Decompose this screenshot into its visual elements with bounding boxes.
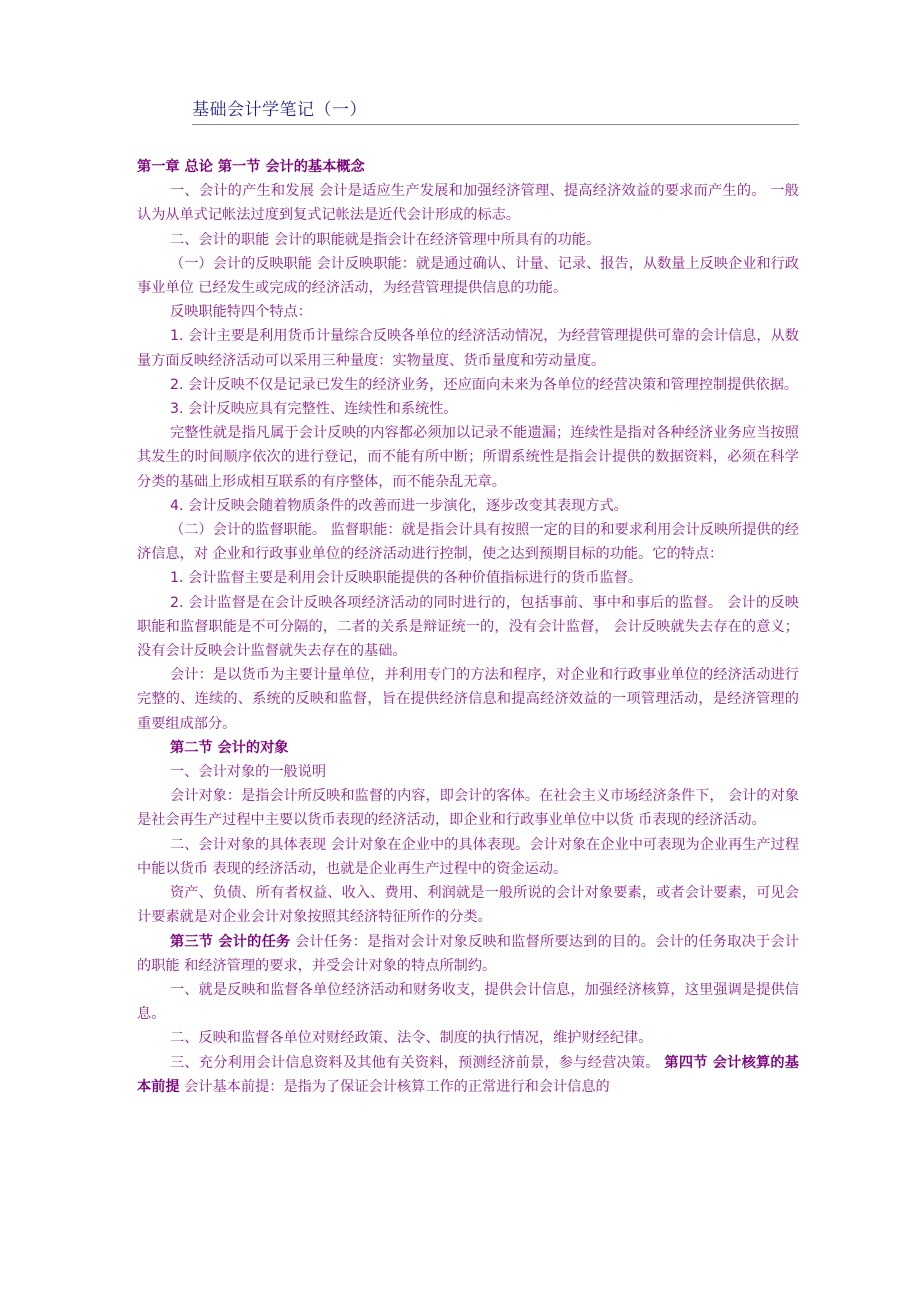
paragraph: 反映职能特四个特点： <box>170 304 312 321</box>
paragraph: 二、会计对象的具体表现 会计对象在企业中的具体表现。会计对象在企业中可表现为企业再生产过程中能以货币 表现的经济活动，也就是企业再生产过程中的资金运动。 <box>137 836 799 877</box>
paragraph: 3. 会计反映应具有完整性、连续性和系统性。 <box>170 401 458 418</box>
paragraph: 一、就是反映和监督各单位经济活动和财务收支，提供会计信息，加强经济核算，这里强调是提供信息。 <box>137 981 799 1023</box>
paragraph: 一、会计的产生和发展 会计是适应生产发展和加强经济管理、提高经济效益的要求而产生的。 一般认为从单式记帐法过度到复式记帐法是近代会计形成的标志。 <box>137 183 799 224</box>
paragraph: 二、会计的职能 会计的职能就是指会计在经济管理中所具有的功能。 <box>170 231 601 248</box>
section-heading-inline: 第三节 会计的任务 <box>170 933 291 950</box>
paragraph: 会计对象：是指会计所反映和监督的内容，即会计的客体。在社会主义市场经济条件下， 会计的对象是社会再生产过程中主要以货币表现的经济活动，即企业和行政事业单位中以货 币表现的经济活动。 <box>137 788 799 829</box>
paragraph: 二、反映和监督各单位对财经政策、法令、制度的执行情况，维护财经纪律。 <box>170 1030 653 1047</box>
paragraph <box>137 1051 799 1099</box>
paragraph: （一）会计的反映职能 会计反映职能：就是通过确认、计量、记录、报告，从数量上反映企业和行政事业单位 已经发生或完成的经济活动，为经营管理提供信息的功能。 <box>137 255 799 297</box>
section-heading: 第二节 会计的对象 <box>170 739 289 756</box>
paragraph: 会计：是以货币为主要计量单位，并利用专门的方法和程序，对企业和行政事业单位的经济活动进行完整的、连续的、系统的反映和监督，旨在提供经济信息和提高经济效益的一项管理活动，是经济管理的重要组成部分。 <box>137 667 799 732</box>
paragraph: 2. 会计监督是在会计反映各项经济活动的同时进行的，包括事前、事中和事后的监督。 会计的反映职能和监督职能是不可分隔的，二者的关系是辩证统一的，没有会计监督， 会计反映就失去存在的意义；没有会计反映会计监督就失去存在的基础。 <box>137 594 799 660</box>
paragraph <box>137 930 799 978</box>
paragraph-text: 三、充分利用会计信息资料及其他有关资料，预测经济前景，参与经营决策。 <box>170 1054 665 1071</box>
paragraph: 1. 会计监督主要是利用会计反映职能提供的各种价值指标进行的货币监督。 <box>170 570 643 587</box>
chapter-heading: 第一章 总论 第一节 会计的基本概念 <box>137 159 365 175</box>
paragraph: 4. 会计反映会随着物质条件的改善而进一步演化，逐步改变其表现方式。 <box>170 497 628 514</box>
paragraph: （二）会计的监督职能。 监督职能：就是指会计具有按照一定的目的和要求利用会计反映所提供的经济信息，对 企业和行政事业单位的经济活动进行控制，使之达到预期目标的功能。它的特点： <box>137 522 799 563</box>
section-heading-inline: 第四节 会计核算的基本前提 <box>137 1054 799 1095</box>
document-title: 基础会计学笔记（一） <box>192 100 367 120</box>
document-body <box>137 155 799 1099</box>
paragraph: 一、会计对象的一般说明 <box>170 764 327 781</box>
paragraph: 完整性就是指凡属于会计反映的内容都必须加以记录不能遗漏；连续性是指对各种经济业务应当按照其发生的时间顺序依次的进行登记，而不能有所中断；所谓系统性是指会计提供的数据资料，必须在科学分类的基础上形成相互联系的有序整体，而不能杂乱无章。 <box>137 425 799 490</box>
paragraph: 2. 会计反映不仅是记录已发生的经济业务，还应面向未来为各单位的经营决策和管理控制提供依据。 <box>170 376 799 393</box>
paragraph: 资产、负债、所有者权益、收入、费用、利润就是一般所说的会计对象要素，或者会计要素，可见会计要素就是对企业会计对象按照其经济特征所作的分类。 <box>137 885 799 926</box>
title-underline <box>192 99 799 125</box>
paragraph: 1. 会计主要是利用货币计量综合反映各单位的经济活动情况，为经营管理提供可靠的会计信息，从数量方面反映经济活动可以采用三种量度：实物量度、货币量度和劳动量度。 <box>137 328 799 369</box>
paragraph-text: 会计基本前提：是指为了保证会计核算工作的正常进行和会计信息的 <box>179 1078 610 1095</box>
paragraph-text: 会计任务：是指对会计对象反映和监督所要达到的目的。会计的任务取决于会计的职能 和经济管理的要求，并受会计对象的特点所制约。 <box>137 933 799 974</box>
